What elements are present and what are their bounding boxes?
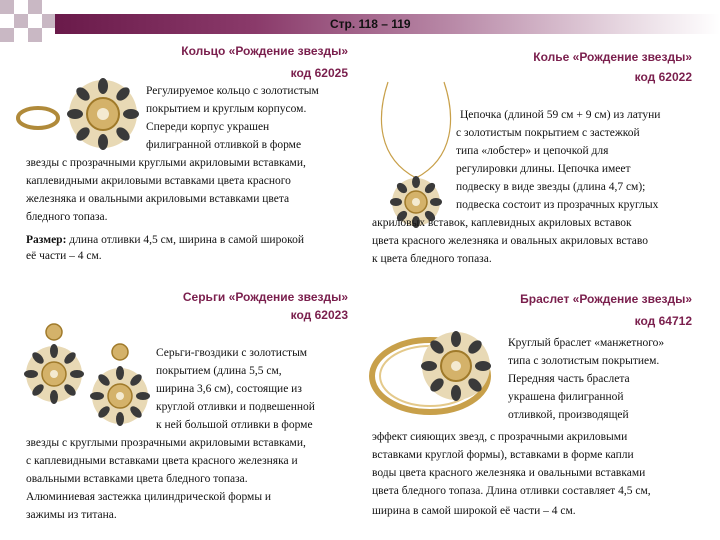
earrings-image (24, 322, 154, 442)
bracelet-desc-line: цвета бледного топаза. Длина отливки составляет 4,5 см, (372, 485, 651, 497)
ring-desc-line: покрытием и круглым корпусом. (146, 103, 307, 115)
earrings-desc-line: к ней большой отливки в форме (156, 419, 313, 431)
earrings-desc-line: зажимы из титана. (26, 509, 117, 521)
bracelet-desc-line: украшена филигранной (508, 391, 624, 403)
necklace-desc-line: к цвета бледного топаза. (372, 253, 492, 265)
necklace-desc-line: типа «лобстер» и цепочкой для (456, 145, 609, 157)
necklace-desc-line: подвеску в виде звезды (длина 4,7 см); (456, 181, 646, 193)
ring-desc-line: каплевидными акриловыми вставками цвета красного (26, 175, 291, 187)
bracelet-desc-line: вставками круглой формы), вставками в форме капли (372, 449, 634, 461)
necklace-desc-line: акриловых вставок, каплевидных акриловых вставок (372, 217, 632, 229)
header-bar (0, 0, 720, 48)
ring-desc-line: Спереди корпус украшен (146, 121, 270, 133)
ring-desc-line: железняка и овальными акриловыми вставками цвета (26, 193, 290, 205)
ring-size-label: Размер: (26, 234, 67, 246)
bracelet-code: код 64712 (634, 314, 692, 328)
necklace-code: код 62022 (634, 70, 692, 84)
necklace-title: Колье «Рождение звезды» (533, 50, 692, 64)
necklace-desc-line: регулировки длины. Цепочка имеет (456, 163, 631, 175)
necklace-image (368, 78, 464, 228)
necklace-desc-line: Цепочка (длиной 59 см + 9 см) из латуни (460, 109, 661, 121)
checker-decoration-icon (0, 0, 60, 48)
ring-title: Кольцо «Рождение звезды» (181, 44, 348, 58)
earrings-desc-line: овальными вставками цвета бледного топаза. (26, 473, 248, 485)
ring-size-text: длина отливки 4,5 см, ширина в самой широкой (66, 234, 304, 246)
bracelet-image (368, 318, 504, 426)
bracelet-desc-line: воды цвета красного железняка и овальными вставками (372, 467, 646, 479)
earrings-code: код 62023 (290, 308, 348, 322)
ring-desc-line: Регулируемое кольцо с золотистым (146, 85, 319, 97)
ring-image (8, 78, 140, 150)
earrings-desc-line: ширина 3,6 см), состоящие из (156, 383, 302, 395)
earrings-desc-line: Алюминиевая застежка цилиндрической формы и (26, 491, 272, 503)
bracelet-desc-line: отливкой, производящей (508, 409, 629, 421)
page-reference: Стр. 118 – 119 (330, 17, 411, 31)
earrings-desc-line: покрытием (длина 5,5 см, (156, 365, 282, 377)
earrings-desc-line: звезды с круглыми прозрачными акриловыми вставками, (26, 437, 306, 449)
necklace-desc-line: с золотистым покрытием с застежкой (456, 127, 640, 139)
bracelet-desc-line: эффект сияющих звезд, с прозрачными акриловыми (372, 431, 628, 443)
earrings-desc-line: Серьги-гвоздики с золотистым (156, 347, 308, 359)
bracelet-desc-line: Круглый браслет «манжетного» (508, 337, 665, 349)
ring-desc-line: бледного топаза. (26, 211, 108, 223)
ring-desc-line: филигранной отливкой в форме (146, 139, 302, 151)
bracelet-desc-line: типа с золотистым покрытием. (508, 355, 660, 367)
ring-code: код 62025 (290, 66, 348, 80)
ring-size-text-2: её части – 4 см. (26, 250, 102, 262)
bracelet-title: Браслет «Рождение звезды» (520, 292, 692, 306)
earrings-desc-line: круглой отливки и подвешенной (156, 401, 315, 413)
necklace-desc-line: цвета красного железняка и овальных акриловых вставо (372, 235, 648, 247)
ring-desc-line: звезды с прозрачными круглыми акриловыми вставками, (26, 157, 306, 169)
necklace-desc-line: подвеска состоит из прозрачных круглых (456, 199, 659, 211)
bracelet-desc-line: Передняя часть браслета (508, 373, 630, 385)
earrings-desc-line: с каплевидными вставками цвета красного железняка и (26, 455, 298, 467)
earrings-title: Серьги «Рождение звезды» (182, 290, 348, 304)
bracelet-desc-line: ширина в самой широкой её части – 4 см. (372, 505, 576, 517)
